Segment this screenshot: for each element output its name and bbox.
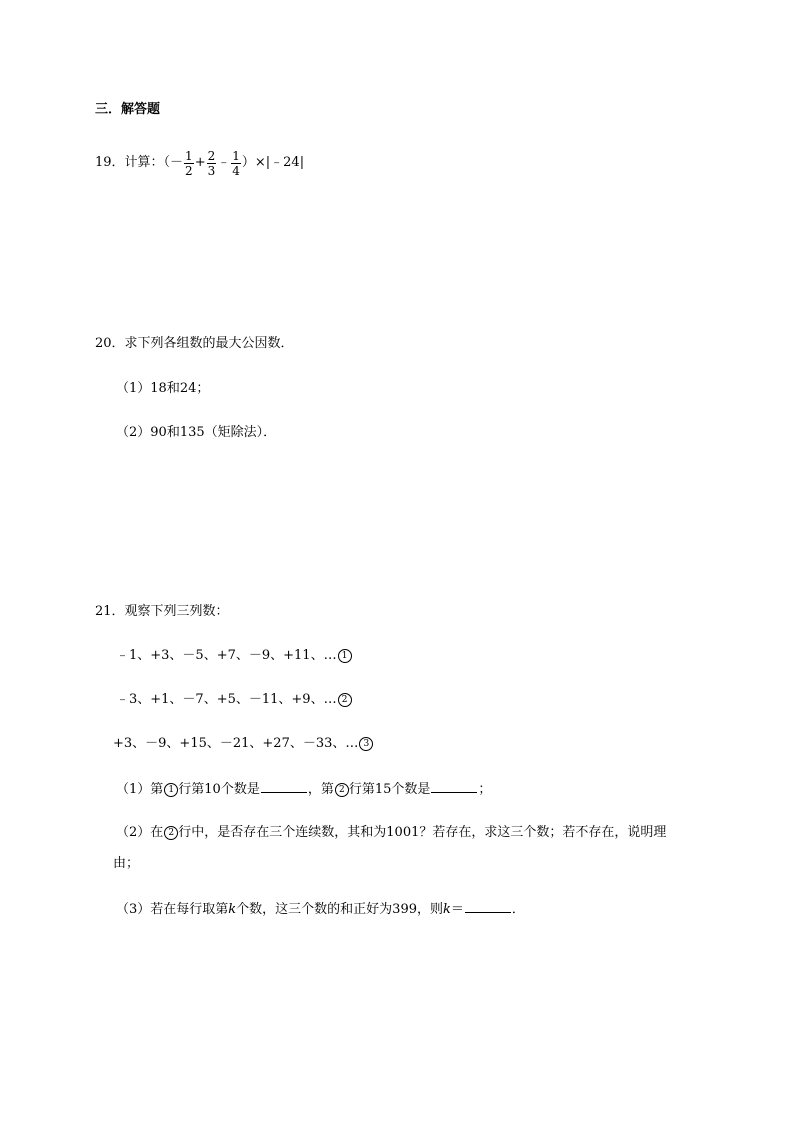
question-21-part-2 (116, 824, 666, 842)
fraction-3 (231, 149, 241, 178)
q21-p3-text-d: ． (511, 902, 525, 917)
section-title: 三．解答题 (95, 102, 161, 117)
fraction-3-denominator: 4 (232, 163, 240, 178)
circled-number-3: 3 (359, 737, 373, 751)
question-21-part-2-continued: 由； (113, 856, 140, 871)
answer-blank (465, 900, 511, 913)
circled-number-1: 1 (164, 783, 178, 797)
circled-number-2: 2 (335, 783, 349, 797)
question-20-part-1: （1）18和24； (116, 381, 210, 396)
q21-p1-text-c: ，第 (307, 782, 334, 797)
fraction-1 (184, 149, 194, 178)
fraction-3-numerator: 1 (232, 148, 240, 163)
sequence-row-3-text: +3、－9、+15、－21、+27、－33、… (113, 736, 359, 751)
q19-operator-2: ﹣ (217, 155, 231, 170)
question-20-stem: 20．求下列各组数的最大公因数． (95, 336, 294, 351)
fraction-1-denominator: 2 (185, 163, 193, 178)
circled-number-2: 2 (164, 826, 178, 840)
fraction-2 (207, 149, 217, 178)
q21-p1-text-e: ； (478, 782, 492, 797)
q19-lead: 19．计算：（－ (95, 155, 184, 170)
variable-k: k (228, 902, 237, 917)
q21-p3-text-a: （3）若在每行取第 (116, 902, 229, 917)
q21-p3-text-c: ＝ (450, 902, 464, 917)
q21-p3-text-b: 个数，这三个数的和正好为399，则 (236, 902, 443, 917)
sequence-row-3 (113, 735, 373, 753)
answer-blank (431, 780, 477, 793)
sequence-row-1 (116, 647, 352, 665)
fraction-1-numerator: 1 (185, 148, 193, 163)
circled-number-1: 1 (338, 649, 352, 663)
q21-p2-text-b: 行中，是否存在三个连续数，其和为1001？若存在，求这三个数；若不存在，说明理 (178, 825, 667, 840)
q19-operator-1: + (194, 155, 206, 170)
question-21-stem: 21．观察下列三列数： (95, 604, 229, 619)
question-19 (95, 145, 304, 181)
question-21-part-1 (116, 780, 491, 799)
question-20-part-2: （2）90和135（矩除法）． (116, 425, 277, 440)
fraction-2-denominator: 3 (207, 163, 216, 178)
fraction-2-numerator: 2 (207, 148, 216, 163)
q21-p1-text-a: （1）第 (116, 782, 164, 797)
sequence-row-2-text: ﹣3、+1、－7、+5、－11、+9、… (116, 692, 337, 707)
answer-blank (261, 780, 307, 793)
sequence-row-1-text: ﹣1、+3、－5、+7、－9、+11、… (116, 648, 337, 663)
sequence-row-2 (116, 691, 352, 709)
circled-number-2: 2 (338, 693, 352, 707)
variable-k: k (443, 902, 451, 917)
q19-tail: ）×|﹣24| (241, 155, 305, 170)
q21-p1-text-d: 行第15个数是 (348, 782, 431, 797)
question-21-part-3 (116, 900, 525, 919)
q21-p1-text-b: 行第10个数是 (178, 782, 260, 797)
q21-p2-text-a: （2）在 (116, 825, 164, 840)
